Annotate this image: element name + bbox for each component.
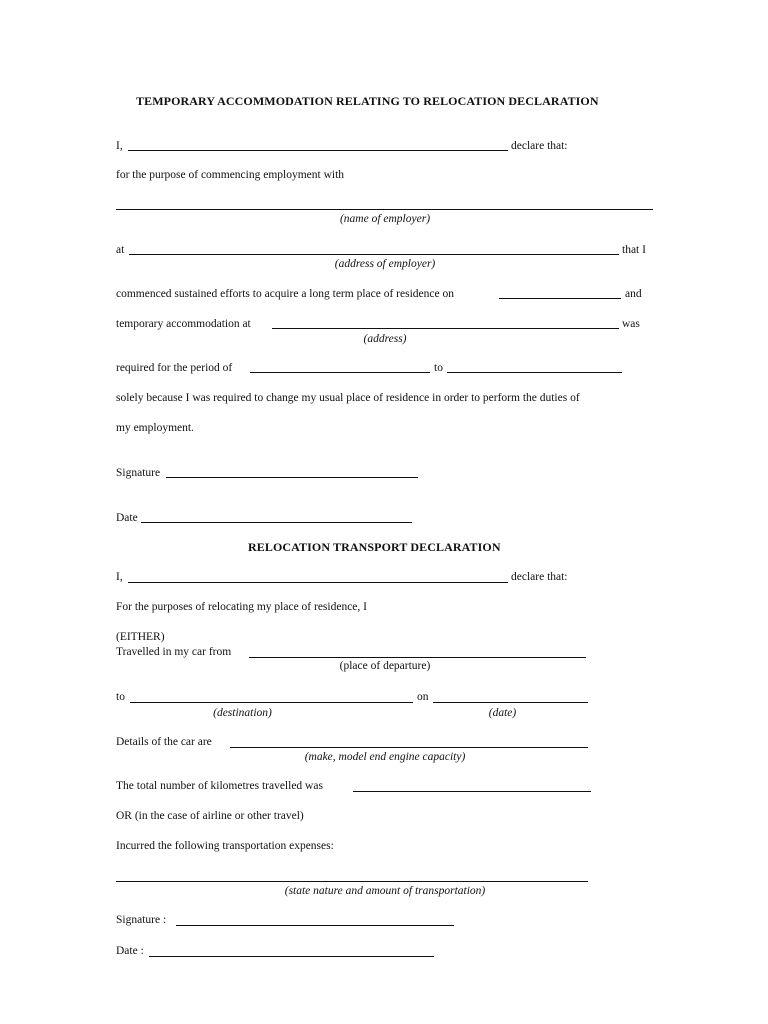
s2-declare-that: declare that: [511, 571, 568, 583]
s2-km-label: The total number of kilometres travelled was [116, 780, 323, 792]
s2-km-field[interactable] [353, 791, 591, 792]
s2-date-field[interactable] [149, 956, 434, 957]
s1-period-end-field[interactable] [447, 372, 622, 373]
s1-commenced-date-field[interactable] [499, 298, 621, 299]
s2-on-label: on [417, 691, 429, 703]
s1-declarant-name-field[interactable] [128, 150, 508, 151]
s1-commenced-text: commenced sustained efforts to acquire a long term place of residence on [116, 288, 454, 300]
s2-expenses-field[interactable] [116, 881, 588, 882]
s1-employer-name-field[interactable] [116, 209, 653, 210]
s2-date-caption: (date) [488, 707, 517, 719]
s2-either-label: (EITHER) [116, 631, 165, 643]
s2-departure-field[interactable] [249, 657, 586, 658]
s1-at-label: at [116, 244, 125, 256]
s1-was-label: was [622, 318, 640, 330]
s1-employer-address-caption: (address of employer) [334, 258, 436, 270]
s2-purposes-text: For the purposes of relocating my place of residence, I [116, 601, 367, 613]
s2-i-label: I, [116, 571, 123, 583]
s1-employer-address-field[interactable] [129, 254, 619, 255]
s1-and-label: and [625, 288, 642, 300]
s1-address-caption: (address) [363, 333, 407, 345]
s2-car-caption: (make, model end engine capacity) [304, 751, 466, 763]
s2-departure-caption: (place of departure) [339, 660, 431, 672]
s2-expenses-caption: (state nature and amount of transportation) [284, 885, 486, 897]
s1-signature-field[interactable] [166, 477, 418, 478]
s2-destination-caption: (destination) [213, 707, 272, 719]
s1-i-label: I, [116, 140, 123, 152]
s2-to-label: to [116, 691, 125, 703]
s2-or-label: OR (in the case of airline or other travel) [116, 810, 304, 822]
s1-period-label: required for the period of [116, 362, 233, 374]
s2-signature-field[interactable] [176, 925, 454, 926]
s1-temp-accom-label: temporary accommodation at [116, 318, 251, 330]
s1-employment-text: my employment. [116, 422, 194, 434]
s1-date-field[interactable] [141, 522, 412, 523]
s2-car-details-label: Details of the car are [116, 736, 212, 748]
s1-to-label: to [434, 362, 443, 374]
s2-destination-field[interactable] [130, 702, 413, 703]
s1-date-label: Date [116, 512, 138, 524]
s2-travel-date-field[interactable] [433, 702, 588, 703]
s1-solely-text: solely because I was required to change my usual place of residence in order to perform the duties of [116, 392, 580, 404]
s1-that-i: that I [622, 244, 646, 256]
s2-expenses-label: Incurred the following transportation expenses: [116, 840, 334, 852]
section1-title: TEMPORARY ACCOMMODATION RELATING TO RELOCATION DECLARATION [136, 94, 599, 108]
s1-temp-address-field[interactable] [272, 328, 619, 329]
s2-car-details-field[interactable] [230, 747, 588, 748]
s1-declare-that: declare that: [511, 140, 568, 152]
section2-title: RELOCATION TRANSPORT DECLARATION [248, 540, 501, 554]
s2-signature-label: Signature : [116, 914, 167, 926]
s2-date-label: Date : [116, 945, 144, 957]
s2-travelled-label: Travelled in my car from [116, 646, 232, 658]
s1-employer-caption: (name of employer) [339, 213, 431, 225]
s1-period-start-field[interactable] [250, 372, 430, 373]
s1-purpose-text: for the purpose of commencing employment with [116, 169, 345, 181]
s2-declarant-name-field[interactable] [128, 582, 508, 583]
s1-signature-label: Signature [116, 467, 161, 479]
